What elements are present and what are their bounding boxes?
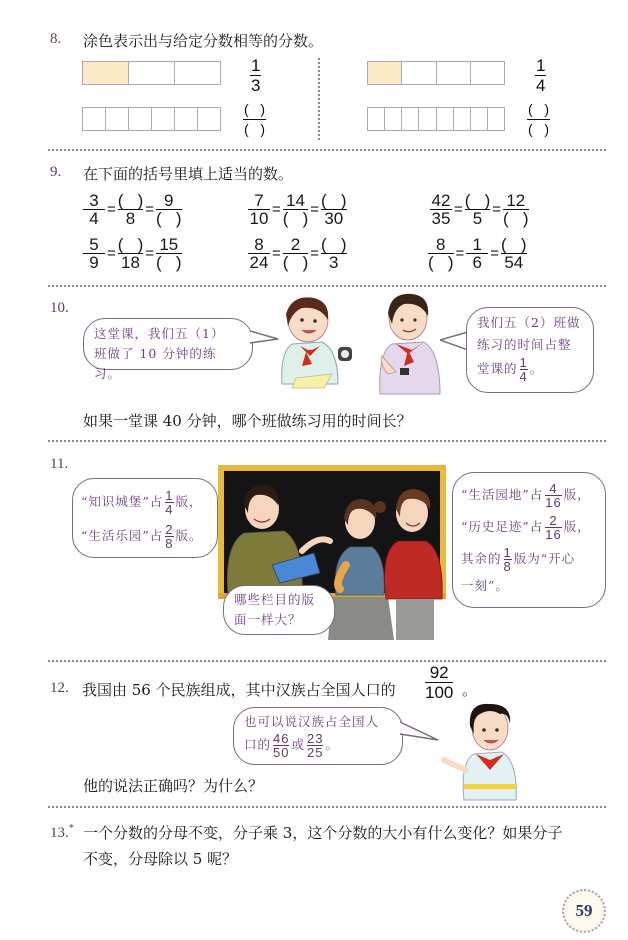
q8-left-given-bar <box>82 61 221 85</box>
bar-cell[interactable] <box>152 108 175 130</box>
question-12-followup: 他的说法正确吗？为什么？ <box>83 777 264 795</box>
optional-star: * <box>68 823 74 834</box>
question-8-number: 8. <box>50 31 62 47</box>
q9-equation-6: 8 ( ) = 1 6 = ( ) 54 <box>428 235 527 272</box>
bar-cell[interactable] <box>175 108 198 130</box>
q8-right-given-bar <box>367 61 505 85</box>
bar-cell[interactable] <box>488 108 504 130</box>
bar-cell <box>437 62 471 84</box>
section-divider <box>48 285 606 287</box>
q12-period: 。 <box>462 681 478 699</box>
speech-bubble-right: 我们五（2）班做 练习的时间占整 堂课的 $\frac{1}{4}$ 。 <box>466 307 594 393</box>
boy-with-watch-illustration <box>370 290 445 400</box>
question-13-line1: 一个分数的分母不变，分子乘 3，这个分数的大小有什么变化？如果分子 <box>83 824 563 842</box>
bar-cell <box>471 62 504 84</box>
blank[interactable]: ( ) <box>156 253 182 272</box>
bar-cell <box>402 62 436 84</box>
bar-cell[interactable] <box>454 108 471 130</box>
bar-cell[interactable] <box>402 108 419 130</box>
blank[interactable]: ( ) <box>464 191 491 210</box>
q9-equation-1: 3 4 = ( ) 8 = 9 ( ) <box>83 192 182 227</box>
blank[interactable]: ( ) <box>117 191 144 210</box>
column-divider <box>318 58 320 140</box>
q8-left-target-bar[interactable] <box>82 107 221 131</box>
q8-right-answer-fraction[interactable]: ( ) ( ) <box>528 101 549 137</box>
boy-pointing-illustration <box>440 700 530 802</box>
bar-cell-shaded <box>368 62 402 84</box>
q9-equation-3: 42 35 = ( ) 5 = 12 ( ) <box>431 191 529 228</box>
q12-fraction: 92 100 <box>425 663 454 702</box>
bar-cell <box>175 62 220 84</box>
speech-bubble-right: “生活园地”占 $\frac{4}{16}$ 版， “历史足迹”占 $\frac{2}{16}$ 版， 其余的 $\frac{1}{8}$ 版为“开心 一刻”。 <box>452 472 606 608</box>
q8-left-answer-fraction[interactable]: ( ) ( ) <box>244 101 265 137</box>
page-number-badge: 59 <box>562 889 606 933</box>
question-11-number: 11. <box>50 456 69 472</box>
q9-equation-5: 8 24 = 2 ( ) = ( ) 3 <box>249 235 347 272</box>
blank[interactable]: ( ) <box>503 209 529 228</box>
bar-cell <box>129 62 175 84</box>
question-9-number: 9. <box>50 164 62 180</box>
blank[interactable]: ( ) <box>501 235 527 254</box>
blank[interactable]: ( ) <box>282 253 309 272</box>
bar-cell[interactable] <box>129 108 152 130</box>
q8-left-given-fraction: 1 3 <box>251 56 261 95</box>
bar-cell[interactable] <box>385 108 402 130</box>
blank[interactable]: ( ) <box>321 235 347 254</box>
q8-right-target-bar[interactable] <box>367 107 505 131</box>
bar-cell-shaded <box>83 62 129 84</box>
bar-cell[interactable] <box>83 108 106 130</box>
boy-with-stopwatch-illustration <box>262 292 362 400</box>
q8-right-given-fraction: 1 4 <box>536 56 546 95</box>
bar-cell[interactable] <box>368 108 385 130</box>
blank[interactable]: ( ) <box>428 253 454 272</box>
question-13-line2: 不变，分母除以 5 呢？ <box>83 850 238 868</box>
blank[interactable]: ( ) <box>321 191 347 210</box>
section-divider <box>48 660 606 662</box>
speech-bubble-left: “知识城堡”占 $\frac{1}{4}$ 版， “生活乐园”占 $\frac{2}{8}$ 版。 <box>72 478 218 558</box>
section-divider <box>48 806 606 808</box>
section-divider <box>48 149 606 151</box>
speech-bubble-tail <box>440 330 468 356</box>
question-9-text: 在下面的括号里填上适当的数。 <box>83 165 294 183</box>
speech-bubble: 也可以说汉族占全国人 口的 $\frac{46}{50}$ 或 $\frac{23}{25}$ 。 <box>233 707 403 765</box>
bar-cell[interactable] <box>106 108 129 130</box>
speech-bubble-center: 哪些栏目的版 面一样大？ <box>223 585 335 635</box>
question-10-text: 如果一堂课 40 分钟，哪个班做练习用的时间长？ <box>83 412 412 430</box>
question-12-number: 12. <box>50 680 69 696</box>
question-8-text: 涂色表示出与给定分数相等的分数。 <box>83 32 324 50</box>
bar-cell[interactable] <box>198 108 220 130</box>
question-10-number: 10. <box>50 300 69 316</box>
q9-equation-4: 5 9 = ( ) 18 = 15 ( ) <box>83 236 182 271</box>
bar-cell[interactable] <box>419 108 436 130</box>
blank[interactable]: ( ) <box>282 209 309 228</box>
bar-cell[interactable] <box>471 108 488 130</box>
blank[interactable]: ( ) <box>117 235 144 254</box>
question-13-number: 13.* <box>50 823 74 841</box>
bar-cell[interactable] <box>437 108 454 130</box>
blank[interactable]: ( ) <box>156 209 182 228</box>
speech-bubble-left: 这堂课，我们五（1） 班做了 10 分钟的练习。 <box>83 318 253 370</box>
question-12-text: 我国由 56 个民族组成，其中汉族占全国人口的 <box>82 681 396 699</box>
speech-bubble-tail <box>400 718 440 748</box>
section-divider <box>48 440 606 442</box>
q9-equation-2: 7 10 = 14 ( ) = ( ) 30 <box>249 191 347 228</box>
